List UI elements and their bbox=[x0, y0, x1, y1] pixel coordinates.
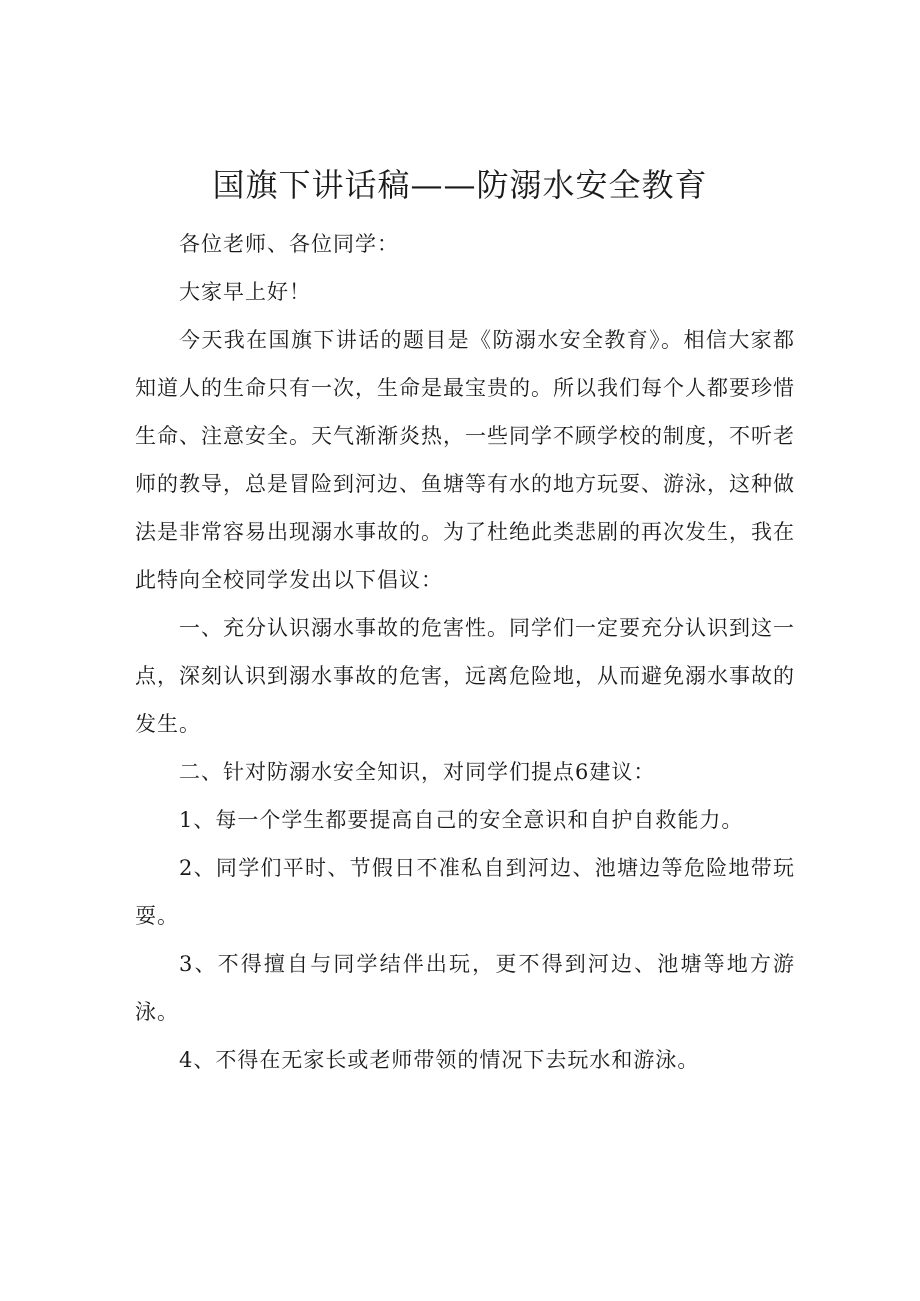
suggestion-item: 4、不得在无家长或老师带领的情况下去玩水和游泳。 bbox=[179, 1048, 700, 1072]
document-body bbox=[135, 220, 795, 1084]
point-one-paragraph: 一、充分认识溺水事故的危害性。同学们一定要充分认识到这一点，深刻认识到溺水事故的危害，远离危险地，从而避免溺水事故的发生。 bbox=[135, 616, 795, 736]
suggestion-item: 2、同学们平时、节假日不准私自到河边、池塘边等危险地带玩耍。 bbox=[135, 856, 795, 928]
salutation: 各位老师、各位同学： bbox=[179, 232, 399, 256]
point-two-paragraph: 二、针对防溺水安全知识，对同学们提点6建议： bbox=[179, 760, 656, 784]
greeting: 大家早上好！ bbox=[179, 280, 311, 304]
document-title: 国旗下讲话稿——防溺水安全教育 bbox=[212, 166, 708, 204]
suggestion-item: 1、每一个学生都要提高自己的安全意识和自护自救能力。 bbox=[179, 808, 744, 832]
suggestion-item: 3、不得擅自与同学结伴出玩，更不得到河边、池塘等地方游泳。 bbox=[135, 952, 795, 1024]
intro-paragraph: 今天我在国旗下讲话的题目是《防溺水安全教育》。相信大家都知道人的生命只有一次，生命是最宝贵的。所以我们每个人都要珍惜生命、注意安全。天气渐渐炎热，一些同学不顾学校的制度，不听老师的教导，总是冒险到河边、鱼塘等有水的地方玩耍、游泳，这种做法是非常容易出现溺水事故的。为了杜绝此类悲剧的再次发生，我在此特向全校同学发出以下倡议： bbox=[135, 328, 795, 592]
